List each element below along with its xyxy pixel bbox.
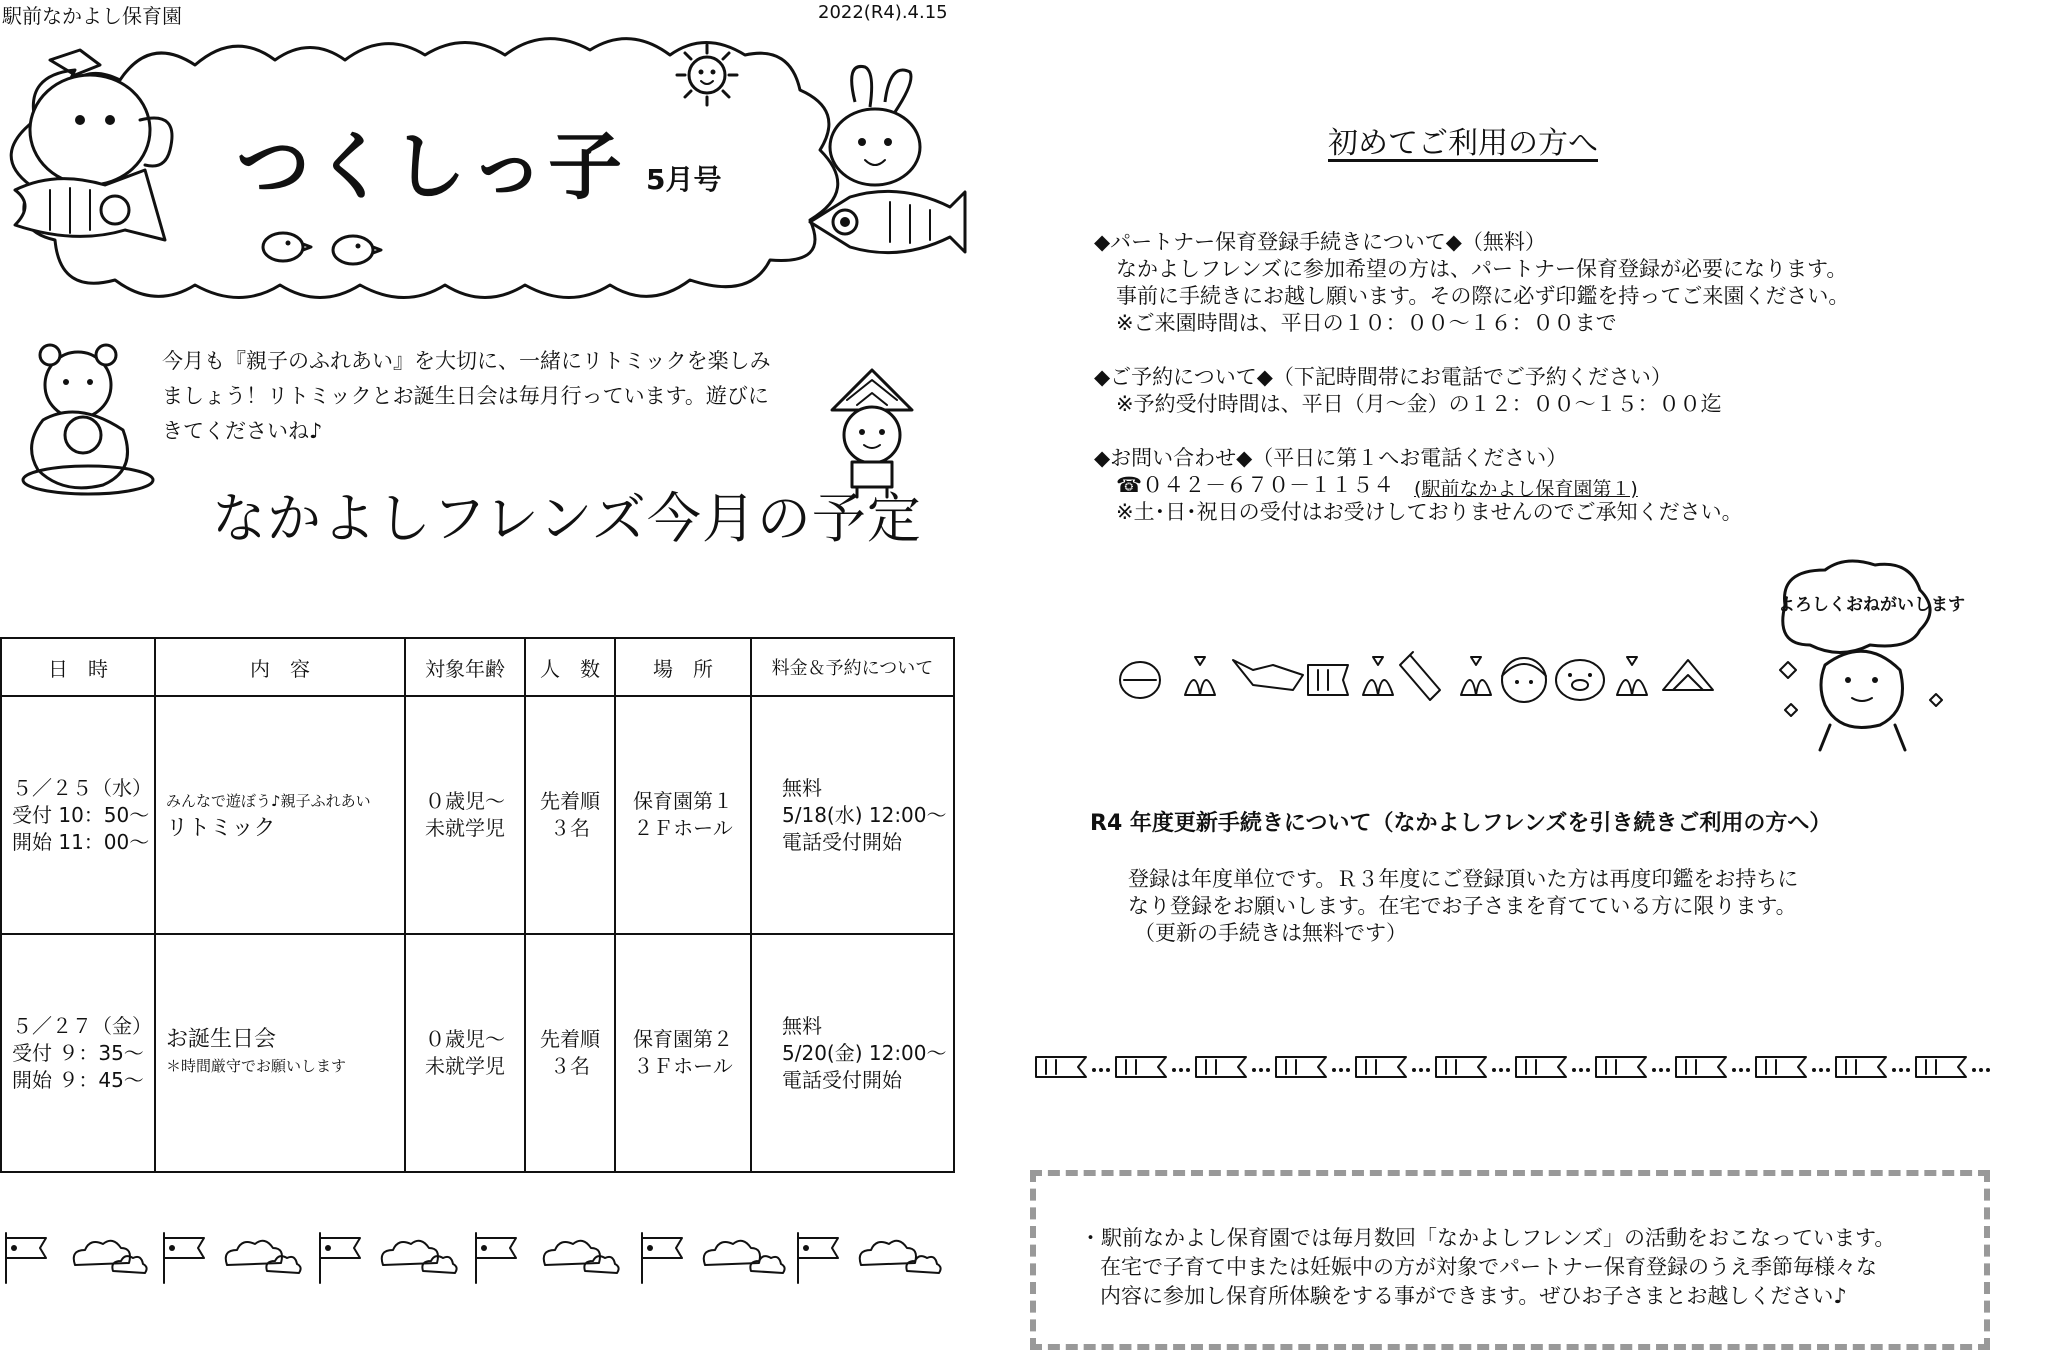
greeting-bubble-text: よろしくおねがいします [1778, 595, 1965, 615]
row-date: ５／２７（金） [12, 1013, 152, 1038]
section-reservation-heading: ◆ご予約について◆（下記時間帯にお電話でご予約ください） [1094, 365, 1672, 389]
header-place: 場 所 [615, 638, 751, 696]
row-people-1: 先着順 [540, 1027, 600, 1051]
row-fee-note: 電話受付開始 [782, 829, 902, 854]
notice-line-3: 内容に参加し保育所体験をする事ができます。ぜひお子さまとお越しください♪ [1100, 1284, 1847, 1308]
carp-streamer-icon [476, 1233, 516, 1283]
carp-border-right [1034, 1052, 1994, 1092]
row-age-cell [405, 696, 525, 934]
row-people-2: ３名 [550, 816, 590, 840]
row-age-2: 未就学児 [425, 1054, 505, 1078]
row-start: 開始 11：00～ [12, 829, 150, 854]
cloud-icon [906, 1256, 940, 1273]
carp-cloud-border [0, 1228, 955, 1288]
row-date: ５／２５（水） [12, 775, 152, 800]
carp-streamer-icon [1308, 665, 1348, 695]
intro-line-1: 今月も『親子のふれあい』を大切に、一緒にリトミックを楽しみ [162, 349, 771, 373]
row-date-cell [1, 934, 155, 1172]
section-registration-line-3: ※ご来園時間は、平日の１０：００～１６：００まで [1116, 311, 1617, 335]
header-age: 対象年齢 [405, 638, 525, 696]
pig-icon [1556, 660, 1604, 700]
row-content-cell [155, 696, 405, 934]
renewal-line-1: 登録は年度単位です。Ｒ３年度にご登録頂いた方は再度印鑑をお持ちに [1128, 867, 1799, 891]
kabuto-icon [1663, 660, 1713, 690]
row-fee-cell [751, 934, 954, 1172]
rice-cake-icon [1120, 662, 1160, 698]
cloud-icon [584, 1256, 618, 1273]
row-fee-note: 電話受付開始 [782, 1067, 902, 1092]
cloud-icon [422, 1256, 456, 1273]
header-people: 人 数 [525, 638, 615, 696]
row-people-1: 先着順 [540, 789, 600, 813]
table-row [1, 696, 954, 934]
section-registration-heading: ◆パートナー保育登録手続きについて◆（無料） [1094, 230, 1546, 254]
row-fee-date: 5/18(水) 12:00～ [782, 802, 947, 827]
carp-streamer-icon [798, 1233, 838, 1283]
row-start: 開始 ９：45～ [12, 1067, 144, 1092]
renewal-line-3: （更新の手続きは無料です） [1134, 921, 1407, 945]
row-reception: 受付 10：50～ [12, 802, 150, 827]
notice-line-2: 在宅で子育て中または妊娠中の方が対象でパートナー保育登録のうえ季節毎様々な [1100, 1255, 1877, 1279]
elephant-icon [10, 40, 190, 260]
cloud-icon [704, 1241, 760, 1265]
row-place-2: ２Ｆホール [633, 816, 733, 840]
org-name: 駅前なかよし保育園 [2, 4, 182, 28]
renewal-line-2: なり登録をお願いします。在宅でお子さまを育てている方に限ります。 [1128, 894, 1797, 918]
cloud-icon [750, 1256, 784, 1273]
table-row [1, 934, 954, 1172]
contact-line-2: ※土･日･祝日の受付はお受けしておりませんのでご承知ください。 [1116, 500, 1743, 524]
rabbit-icon [800, 72, 970, 272]
issue-date: 2022(R4).4.15 [818, 2, 948, 23]
intro-line-3: きてくださいね♪ [162, 419, 323, 443]
schedule-title: なかよしフレンズ今月の予定 [212, 487, 922, 550]
bear-icon [18, 340, 158, 500]
header-fee: 料金＆予約について [751, 638, 954, 696]
row-reception: 受付 ９：35～ [12, 1040, 144, 1065]
first-time-title: 初めてご利用の方へ [1328, 126, 1598, 161]
header-date: 日 時 [1, 638, 155, 696]
flower-icon [1363, 657, 1393, 695]
row-place-1: 保育園第２ [633, 1027, 733, 1051]
carp-streamer-icon [320, 1233, 360, 1283]
section-reservation-line-1: ※予約受付時間は、平日（月～金）の１２：００～１５：００迄 [1116, 392, 1722, 416]
flower-icon [1617, 657, 1647, 695]
row-age-1: ０歳児～ [425, 1027, 505, 1051]
carp-streamer-icon [1233, 660, 1303, 690]
intro-line-2: ましょう！リトミックとお誕生日会は毎月行っています。遊びに [162, 384, 769, 408]
carp-streamer-icon [1036, 1057, 1086, 1077]
header-content: 内 容 [155, 638, 405, 696]
row-fee: 無料 [782, 1013, 822, 1038]
schedule-table [0, 637, 955, 1173]
girl-icon [1502, 658, 1546, 702]
renewal-title: R4 年度更新手続きについて（なかよしフレンズを引き続きご利用の方へ） [1090, 811, 1832, 836]
row-place-2: ３Ｆホール [633, 1054, 733, 1078]
row-age-cell [405, 934, 525, 1172]
girl-icon [1770, 560, 1960, 750]
flower-icon [1461, 657, 1491, 695]
notice-line-1: ・駅前なかよし保育園では毎月数回「なかよしフレンズ」の活動をおこなっています。 [1080, 1226, 1896, 1250]
carp-streamer-icon [642, 1233, 682, 1283]
decoration-row [1118, 650, 1758, 710]
section-contact-heading: ◆お問い合わせ◆（平日に第１へお電話ください） [1094, 446, 1568, 470]
row-place-cell [615, 934, 751, 1172]
row-people-cell [525, 934, 615, 1172]
flower-icon [1185, 657, 1215, 695]
sake-bottle-icon [1400, 652, 1440, 700]
row-content: リトミック [166, 816, 276, 841]
row-content: お誕生日会 [166, 1027, 277, 1052]
contact-phone: ☎０４２－６７０－１１５４ [1116, 473, 1395, 497]
row-age-1: ０歳児～ [425, 789, 505, 813]
newsletter-title: つくしっ子 [236, 124, 626, 210]
sun-icon [672, 40, 742, 110]
row-date-cell [1, 696, 155, 934]
row-fee: 無料 [782, 775, 822, 800]
bird-icon [258, 222, 388, 272]
section-registration-line-1: なかよしフレンズに参加希望の方は、パートナー保育登録が必要になります。 [1116, 257, 1848, 281]
row-age-2: 未就学児 [425, 816, 505, 840]
carp-streamer-icon [164, 1233, 204, 1283]
issue-month: 5月号 [646, 163, 722, 196]
row-content-sub: みんなで遊ぼう♪親子ふれあい [166, 792, 371, 810]
carp-streamer-icon [6, 1233, 46, 1283]
row-fee-cell [751, 696, 954, 934]
cloud-icon [860, 1241, 916, 1265]
row-place-1: 保育園第１ [633, 789, 733, 813]
row-people-2: ３名 [550, 1054, 590, 1078]
row-people-cell [525, 696, 615, 934]
row-content-sub: ＊時間厳守でお願いします [166, 1057, 347, 1075]
cloud-icon [266, 1256, 300, 1273]
table-header-row [1, 638, 954, 696]
row-place-cell [615, 696, 751, 934]
section-registration-line-2: 事前に手続きにお越し願います。その際に必ず印鑑を持ってご来園ください。 [1116, 284, 1850, 308]
row-content-cell [155, 934, 405, 1172]
row-fee-date: 5/20(金) 12:00～ [782, 1040, 947, 1065]
contact-phone-note: (駅前なかよし保育園第１) [1414, 478, 1638, 500]
